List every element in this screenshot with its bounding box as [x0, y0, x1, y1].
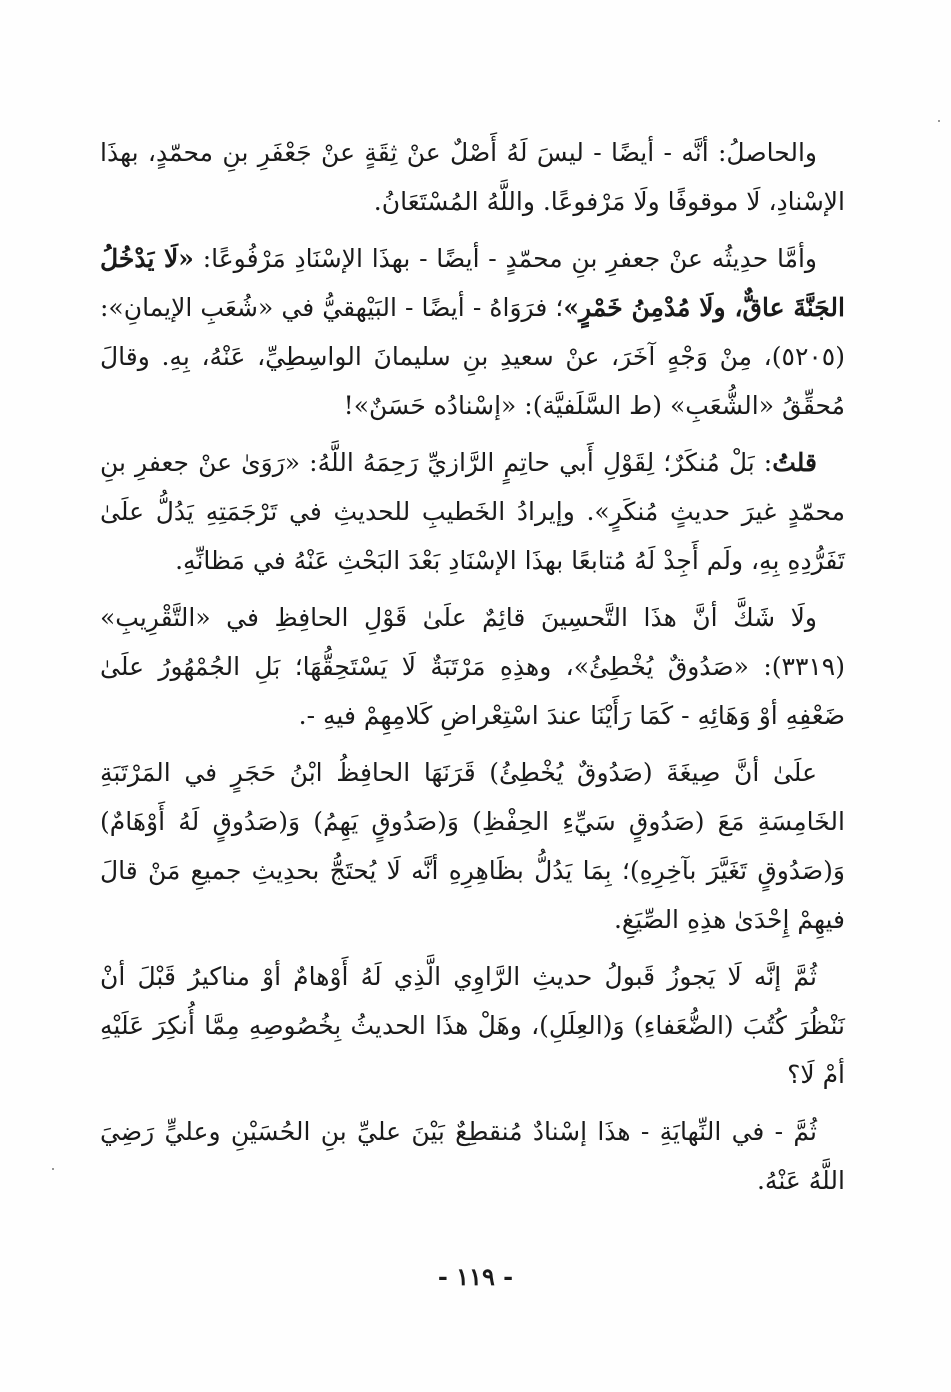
text-segment: علَىٰ أنَّ صِيغَةَ (صَدُوقٌ يُخْطِئُ) قَرَنَهَا الحافِظُ ابْنُ حَجَرٍ في المَرْتَبَةِ الخَامِسَةِ مَعَ (صَدُوقٍ سَيِّءِ الحِفْظِ) وَ(صَدُوقٍ يَهِمُ) وَ(صَدُوقٍ لَهُ أَوْهَامٌ) وَ(صَدُوقٍ تَغَيَّرَ بآخِرِهِ)؛ بِمَا يَدُلُّ بظَاهِرِهِ أنَّه لَا يُحتَجُّ بحدِيثِ جميعِ مَنْ قالَ فيهِمْ إِحْدَىٰ هذِهِ الصِّيَغِ. [100, 758, 845, 934]
paragraph [100, 952, 845, 1099]
text-segment: : بَلْ مُنكَرٌ؛ لِقَوْلِ أَبي حاتِمٍ الرَّازيِّ رَحِمَهُ اللَّهُ: «رَوَىٰ عنْ جعفرِ بنِ محمّدٍ غيرَ حديثٍ مُنكَرٍ». وإيرادُ الخَطيبِ للحديثِ في تَرْجَمَتِهِ يَدُلُّ علَىٰ تَفَرُّدِهِ بِهِ، ولَم أَجِدْ لَهُ مُتابعًا بهذَا الإسْنَادِ بَعْدَ البَحْثِ عَنْهُ في مَظانِّهِ. [100, 448, 845, 575]
text-segment: وأمَّا حدِيثُه عنْ جعفرِ بنِ محمّدٍ - أيضًا - بهذَا الإسْنَادِ مَرْفُوعًا: [193, 244, 817, 273]
paragraph [100, 1107, 845, 1205]
bold-text-segment: «لَا يَدْخُلُ الجَنَّةَ عاقٌّ، ولَا مُدْمِنُ خَمْرٍ» [100, 244, 845, 322]
page-number: - ١١٩ - [437, 1262, 514, 1291]
paragraph [100, 748, 845, 944]
text-segment: ثُمَّ إنَّه لَا يَجوزُ قَبولُ حديثِ الرَّاوِي الَّذِي لَهُ أَوْهامٌ أوْ مناكيرُ قَبْلَ أنْ نَنْظُرَ كُتُبَ (الضُّعَفاءِ) وَ(العِلَلِ)، وهَلْ هذَا الحديثُ بِخُصُوصِهِ مِمَّا أُنكِرَ عَلَيْهِ أمْ لَا؟ [100, 962, 845, 1089]
text-segment: ؛ فرَوَاهُ - أيضًا - البَيْهقيُّ في «شُعَبِ الإيمانِ»: (٥٢٠٥)، مِنْ وَجْهٍ آخَرَ، عنْ سعيدِ بنِ سليمانَ الواسِطِيِّ، عَنْهُ، بِهِ. وقالَ مُحقِّقُ «الشُّعَبِ» (ط السَّلَفيَّة): «إسْنادُه حَسَنٌ»! [100, 293, 845, 420]
paragraph [100, 438, 845, 585]
paragraph [100, 593, 845, 740]
text-segment: والحاصلُ: أنَّه - أيضًا - ليسَ لَهُ أَصْلٌ عنْ ثِقَةٍ عنْ جَعْفَرِ بنِ محمّدٍ، بهذَا الإسْنادِ، لَا موقوفًا ولَا مَرْفوعًا. واللَّهُ المُسْتَعَانُ. [100, 138, 845, 216]
text-segment: ثُمَّ - في النِّهايَةِ - هذَا إسْنادٌ مُنقطِعٌ بَيْنَ عليِّ بنِ الحُسَيْنِ وعليٍّ رَضِيَ اللَّهُ عَنْهُ. [100, 1117, 845, 1195]
body-text [100, 128, 845, 1213]
bold-text-segment: قلتُ [772, 448, 817, 477]
paragraph [100, 234, 845, 430]
text-segment: ولَا شَكَّ أنَّ هذَا التَّحسِينَ قائِمٌ علَىٰ قَوْلِ الحافِظِ في «التَّقْرِيبِ» (٣٣١٩): «صَدُوقٌ يُخْطِئُ»، وهذِهِ مَرْتَبَةٌ لَا يَسْتَحِقُّهَا؛ بَلِ الجُمْهُورُ علَىٰ ضَعْفِهِ أوْ وَهَائِهِ - كَمَا رَأَيْنَا عندَ اسْتِعْراضِ كَلامِهِمْ فيهِ -. [100, 603, 845, 730]
scan-speck [938, 120, 940, 122]
paragraph [100, 128, 845, 226]
scan-speck [52, 1168, 54, 1170]
